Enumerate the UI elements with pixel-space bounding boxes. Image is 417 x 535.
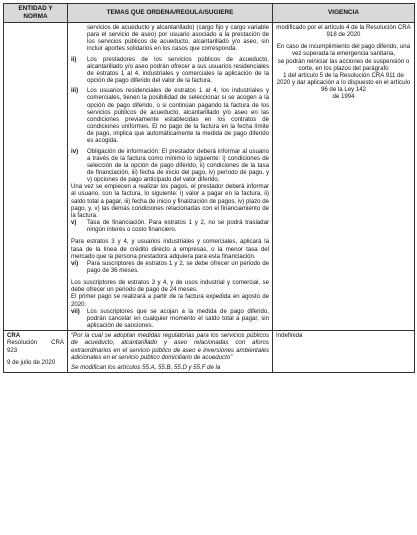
vigencia-cell <box>273 23 415 331</box>
list-item-v <box>71 219 269 233</box>
resolution-number: 923 <box>7 346 18 354</box>
regulation-table <box>3 3 415 373</box>
paragraph: Los suscriptores de estratos 3 y 4, y de usos industrial y comercial, se debe ofrecer un periodo de pago de 24 meses. <box>71 279 269 294</box>
table-row <box>4 23 415 331</box>
list-item <box>71 24 269 53</box>
resolution-org: CRA <box>51 339 64 347</box>
list-item-iv <box>71 148 269 184</box>
list-item-iii <box>71 87 269 144</box>
paragraph: Una vez se empiecen a realizar los pagos, el prestador deberá informar al usuario, con la factura, lo siguiente: i) valor a pagar en la factura, ii) saldo total a pagar, iii) fecha de inicio y finalización de pagos, iv) plazo de pago, y, v) las demás condiciones relacionadas con el financiamiento de la factura. <box>71 183 269 219</box>
vigencia-text: de 1994 <box>332 93 355 101</box>
header-temas: TEMAS QUE ORDENA/REGULA/SUGIERE <box>68 4 273 23</box>
list-item-vi <box>71 260 269 274</box>
temas-cell <box>68 23 273 331</box>
resolution-line <box>7 339 64 346</box>
item-text: Para suscriptores de estratos 1 y 2, se debe ofrecer un periodo de pago de 36 meses. <box>87 259 269 274</box>
table-row <box>4 331 415 373</box>
list-item-ii <box>71 56 269 85</box>
item-text: Los suscriptores que se acojan a la medida de pago diferido, podrán cancelar en cualquier momento el saldo total a pagar, sin aplicación de sanciones. <box>87 307 269 330</box>
vigencia-text: 1 del artículo 5 de la Resolución CRA 911 de 2020 y dar aplicación a lo dispuesto en el artículo 96 de la Ley 142 <box>276 71 411 94</box>
item-number: v) <box>71 219 77 227</box>
entity-name: CRA <box>7 332 21 340</box>
vigencia-text: modificado por el artículo 4 de la Resolución CRA 918 de 2020 <box>276 24 411 39</box>
list-item-vii <box>71 308 269 329</box>
item-number: iii) <box>71 87 79 95</box>
vigencia-text: En caso de incumplimiento del pago diferido, una vez superada la emergencia sanitaria, <box>276 43 411 58</box>
item-text: Los usuarios residenciales de estratos 1 al 4, los industriales y comerciales, tienen la posibilidad de seleccionar si se acogen a la opción de pago diferido, o si continúan pagando la factura de los servicios públicos de acueducto, alcantarillado y/o aseo en las condiciones previamente establecidas en los contratos de condiciones uniformes. El no pago de la factura en la fecha límite de pago, implica que automáticamente la medida de pago diferido es acogida. <box>87 87 269 145</box>
resolution-date: 9 de julio de 2020 <box>7 358 56 366</box>
item-number: vi) <box>71 259 79 267</box>
item-text: Obligación de información: El prestador deberá informar al usuario a través de la factura como mínimo lo siguiente: i) condiciones de selección de la opción de pago diferido, ii) condiciones de la tasa de financiación, iii) fecha de inicio del pago, iv) período de pago, y v) opciones de pago anticipado del valor diferido. <box>87 147 269 184</box>
resolution-quote: “Por la cual se adoptan medidas regulatorias para los servicios públicos de acueducto, alcantarillado y aseo relacionadas con aforos extraordinarios en el servicio público de aseo e inversiones ambientales adicionales en el servicio público domiciliario de acueducto” <box>71 332 269 361</box>
item-number: iv) <box>71 147 79 155</box>
modify-text: Se modifican los artículos 55.A, 55.B, 55.D y 55.F de la <box>71 363 221 371</box>
item-number: ii) <box>71 55 77 63</box>
vigencia-text: Indefinida <box>276 332 303 340</box>
paragraph: El primer pago se realizará a partir de la factura expedida en agosto de 2020. <box>71 293 269 308</box>
resolution-label: Resolución <box>7 339 38 347</box>
item-text: Tasa de financiación. Para estratos 1 y 2, no se podrá trasladar ningún interés o costo financiero. <box>87 219 269 234</box>
temas-cell <box>68 331 273 373</box>
paragraph: Para estratos 3 y 4, y usuarios industriales y comerciales, aplicará la tasa de la línea de crédito directo a empresas, o la menor tasa del mercado que la persona prestadora adquiera para esta financiación. <box>71 238 269 260</box>
entity-cell <box>4 331 68 373</box>
header-vigencia: VIGENCIA <box>273 4 415 23</box>
entity-cell-empty <box>4 23 68 331</box>
item-number: vii) <box>71 307 80 315</box>
table-header-row <box>4 4 415 23</box>
header-entity-norma: ENTIDAD Y NORMA <box>4 4 68 23</box>
vigencia-text: se podrán reiniciar las acciones de suspensión o corte, en los plazos del parágrafo <box>277 57 410 72</box>
vigencia-cell <box>273 331 415 373</box>
item-text: Los prestadores de los servicios públicos de acueducto, alcantarillado y/o aseo podrán ofrecer a sus usuarios residenciales de estratos 1 al 4, industriales y comerciales la aplicación de la opción de pago diferido del valor de la factura. <box>87 55 269 85</box>
intro-text: servicios de acueducto y alcantarillado) (cargo fijo y cargo variable para el servicio de aseo) por usuario asociado a la prestación de los servicios públicos de acueducto, alcantarillado y/o aseo, sin incluir aportes solidarios en los casos que corresponda. <box>87 24 269 53</box>
